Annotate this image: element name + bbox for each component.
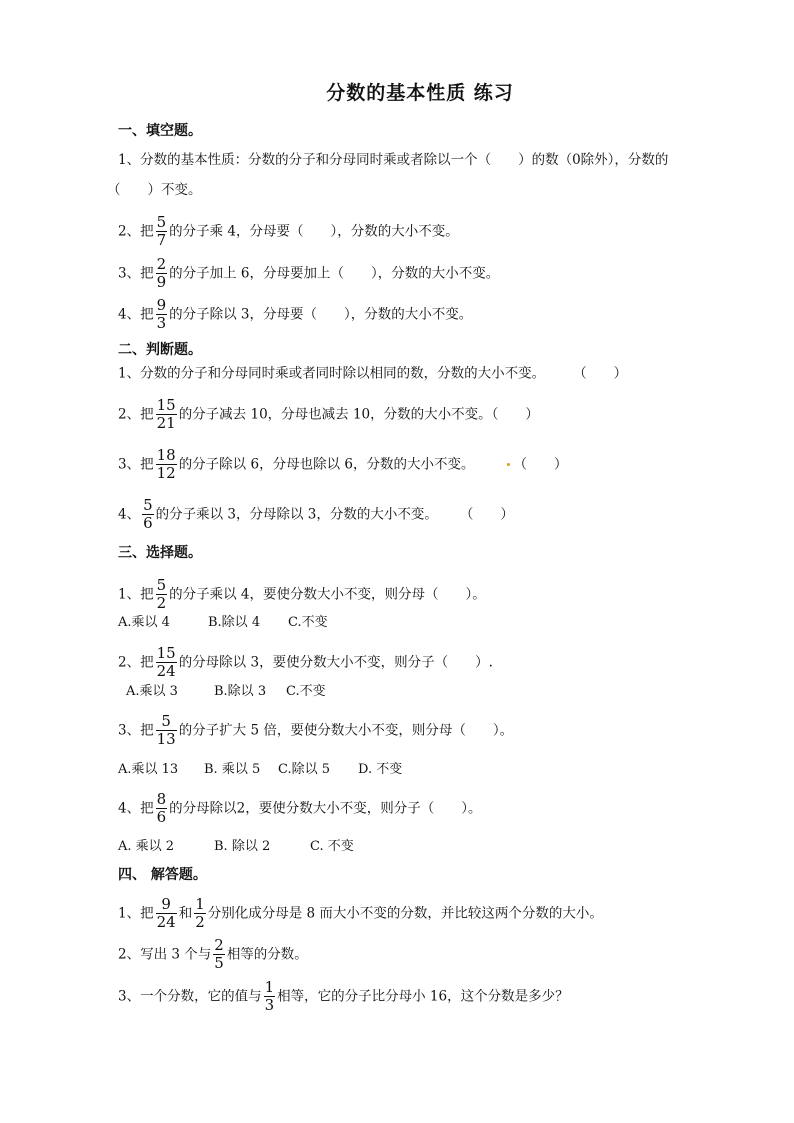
answer-q3-text: 相等，它的分子比分母小 16，这个分数是多少？ <box>277 988 569 1005</box>
fraction-denominator: 24 <box>156 662 176 680</box>
option-c: C.不变 <box>288 615 328 630</box>
fraction <box>156 714 177 747</box>
fraction <box>156 792 168 825</box>
judge-q3-answer-paren: （ ） <box>513 456 568 473</box>
option-b: B. 除以 2 <box>214 839 271 854</box>
fraction-denominator: 6 <box>143 514 153 532</box>
fraction <box>156 578 168 611</box>
fraction-numerator: 1 <box>264 978 275 996</box>
option-b: B.除以 3 <box>214 684 267 699</box>
fraction-numerator: 2 <box>156 255 167 273</box>
fill-q4-prefix: 4、把 <box>118 306 154 323</box>
fraction <box>194 897 206 930</box>
fill-q2-text: 的分子乘 4，分母要（ ），分数的大小不变。 <box>169 223 459 240</box>
judge-q1 <box>118 364 627 383</box>
option-c: C.不变 <box>286 684 326 699</box>
judge-q3-prefix: 3、把 <box>118 456 154 473</box>
choice-q3-options <box>118 758 402 777</box>
fraction <box>156 257 168 290</box>
fraction-denominator: 2 <box>195 913 205 931</box>
choice-q1-text: 的分子乘以 4，要使分数大小不变，则分母（ ）。 <box>169 586 486 603</box>
section-heading-judge: 二、判断题。 <box>118 342 202 358</box>
section-heading-choice: 三、选择题。 <box>118 545 202 561</box>
judge-q3 <box>118 448 567 481</box>
fraction-denominator: 13 <box>156 730 176 748</box>
fill-q3-prefix: 3、把 <box>118 265 154 282</box>
answer-q1-prefix: 1、把 <box>118 905 154 922</box>
judge-q4-prefix: 4、 <box>118 506 141 523</box>
fraction-numerator: 5 <box>156 576 167 594</box>
option-a: A.乘以 4 <box>118 615 170 630</box>
fill-q2 <box>118 215 459 248</box>
option-c: C.除以 5 <box>278 762 331 777</box>
answer-q1-text: 分别化成分母是 8 而大小不变的分数，并比较这两个分数的大小。 <box>207 905 603 922</box>
fraction-denominator: 2 <box>156 594 167 612</box>
fraction <box>156 215 168 248</box>
choice-q3-text: 的分子扩大 5 倍，要使分数大小不变，则分母（ ）。 <box>178 722 514 739</box>
fraction <box>156 298 168 331</box>
fraction-numerator: 5 <box>156 213 167 231</box>
choice-q4-prefix: 4、把 <box>118 800 154 817</box>
choice-q1-options <box>118 611 328 630</box>
judge-q4-text: 的分子乘以 3，分母除以 3，分数的大小不变。 <box>155 506 438 523</box>
choice-q2 <box>118 646 493 679</box>
choice-q3-prefix: 3、把 <box>118 722 154 739</box>
answer-q1-and: 和 <box>178 905 193 922</box>
answer-q2 <box>118 938 308 971</box>
fill-q1-line1: 1、分数的基本性质：分数的分子和分母同时乘或者除以一个（ ）的数（0除外），分数的 <box>118 152 669 168</box>
option-b: B. 乘以 5 <box>204 762 261 777</box>
fraction <box>156 448 177 481</box>
fill-q4 <box>118 298 472 331</box>
judge-q2 <box>118 398 539 431</box>
fraction-numerator: 9 <box>156 296 167 314</box>
fraction-numerator: 9 <box>161 895 171 913</box>
choice-q4 <box>118 792 481 825</box>
fill-q4-text: 的分子除以 3，分母要（ ），分数的大小不变。 <box>169 306 473 323</box>
answer-q3-prefix: 3、一个分数，它的值与 <box>118 988 262 1005</box>
answer-q3 <box>118 980 569 1013</box>
fraction <box>156 398 177 431</box>
fill-q3-text: 的分子加上 6，分母要加上（ ），分数的大小不变。 <box>169 265 500 282</box>
option-a: A.乘以 3 <box>126 684 178 699</box>
choice-q1 <box>118 578 486 611</box>
judge-q4 <box>118 498 514 531</box>
fraction-denominator: 24 <box>156 913 176 931</box>
fraction-numerator: 15 <box>156 644 176 662</box>
fraction <box>213 938 225 971</box>
stray-dot <box>507 463 510 466</box>
fill-q2-prefix: 2、把 <box>118 223 154 240</box>
answer-q1 <box>118 897 603 930</box>
section-heading-answer: 四、 解答题。 <box>118 867 207 883</box>
option-c: C. 不变 <box>310 839 354 854</box>
fraction <box>156 646 177 679</box>
fraction-numerator: 8 <box>156 790 167 808</box>
fraction-denominator: 9 <box>156 273 167 291</box>
fraction-numerator: 2 <box>214 936 224 954</box>
choice-q1-prefix: 1、把 <box>118 586 154 603</box>
fraction-denominator: 3 <box>264 996 275 1014</box>
fraction <box>142 498 154 531</box>
section-heading-fill: 一、填空题。 <box>118 123 202 139</box>
judge-q1-answer-paren: （ ） <box>573 365 628 382</box>
choice-q2-prefix: 2、把 <box>118 654 154 671</box>
fraction-numerator: 5 <box>143 496 153 514</box>
fill-q1-line2: （ ）不变。 <box>107 182 202 198</box>
answer-q2-prefix: 2、写出 3 个与 <box>118 946 212 963</box>
answer-q2-text: 相等的分数。 <box>226 946 308 963</box>
fraction-numerator: 1 <box>195 895 205 913</box>
choice-q4-options <box>118 835 354 854</box>
fraction-denominator: 3 <box>156 314 167 332</box>
option-d: D. 不变 <box>358 762 403 777</box>
fill-q3 <box>118 257 499 290</box>
judge-q1-text: 1、分数的分子和分母同时乘或者同时除以相同的数，分数的大小不变。 <box>118 365 546 382</box>
fraction-numerator: 5 <box>161 712 171 730</box>
fraction <box>156 897 177 930</box>
choice-q3 <box>118 714 513 747</box>
fraction-numerator: 15 <box>156 396 176 414</box>
fraction-denominator: 7 <box>156 231 167 249</box>
fraction-numerator: 18 <box>156 446 176 464</box>
fraction-denominator: 5 <box>214 954 224 972</box>
option-a: A. 乘以 2 <box>118 839 175 854</box>
choice-q4-text: 的分母除以2，要使分数大小不变，则分子（ ）。 <box>169 800 482 817</box>
choice-q2-options <box>126 680 326 699</box>
choice-q2-text: 的分母除以 3，要使分数大小不变，则分子（ ）. <box>178 654 493 671</box>
fraction-denominator: 12 <box>156 464 176 482</box>
fraction <box>264 980 276 1013</box>
judge-q4-answer-paren: （ ） <box>459 506 514 523</box>
option-b: B.除以 4 <box>208 615 261 630</box>
judge-q3-text: 的分子除以 6，分母也除以 6，分数的大小不变。 <box>178 456 475 473</box>
page-title: 分数的基本性质 练习 <box>326 82 514 104</box>
option-a: A.乘以 13 <box>118 762 179 777</box>
fraction-denominator: 6 <box>156 808 167 826</box>
judge-q2-prefix: 2、把 <box>118 406 154 423</box>
judge-q2-text: 的分子减去 10，分母也减去 10，分数的大小不变。（ ） <box>178 406 539 423</box>
fraction-denominator: 21 <box>156 414 176 432</box>
